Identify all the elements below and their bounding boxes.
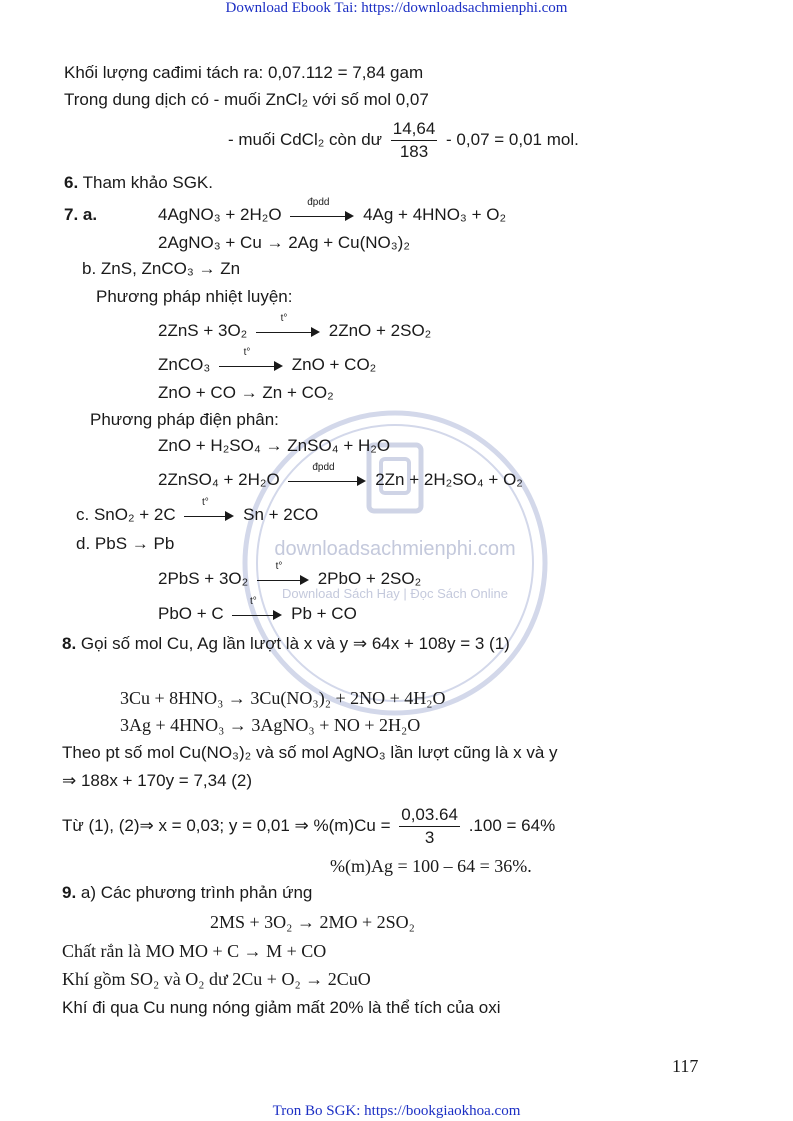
cu-percent-denominator: 3 bbox=[424, 828, 435, 847]
line-cdcl2 bbox=[228, 118, 579, 163]
electrolysis-arrow-icon: đpdd bbox=[288, 474, 366, 488]
question-7d: d. PbS → Pb bbox=[76, 534, 175, 553]
cdcl2-result: - 0,07 = 0,01 mol. bbox=[446, 129, 579, 149]
cdcl2-denominator: 183 bbox=[399, 142, 429, 161]
cdcl2-numerator: 14,64 bbox=[391, 118, 438, 141]
footer-sgk-link[interactable]: Tron Bo SGK: https://bookgiaokhoa.com bbox=[272, 1103, 521, 1119]
heat-arrow-icon: t° bbox=[184, 509, 234, 523]
eq-7b-5: 2ZnSO₄ + 2H₂O đpdd 2Zn + 2H₂SO₄ + O₂ bbox=[158, 461, 523, 489]
question-7b: b. ZnS, ZnCO₃ → Zn bbox=[82, 259, 241, 278]
heat-arrow-icon: t° bbox=[219, 359, 283, 373]
cdcl2-fraction bbox=[391, 118, 438, 163]
method-electrolysis: Phương pháp điện phân: bbox=[90, 410, 279, 429]
eq-8-ag: 3Ag + 4HNO₃ → 3AgNO₃ + NO + 2H₂O bbox=[120, 715, 421, 735]
eq-9-1: 2MS + 3O₂ → 2MO + 2SO₂ bbox=[210, 912, 415, 932]
electrolysis-arrow-icon: đpdd bbox=[290, 209, 354, 223]
eq-7d-1: 2PbS + 3O₂ t° 2PbO + 2SO₂ bbox=[158, 560, 422, 588]
question-6-number: 6. bbox=[64, 173, 79, 192]
line-9-gas: Khí gồm SO₂ và O₂ dư 2Cu + O₂ → 2CuO bbox=[62, 969, 371, 989]
eq-7b-3: ZnO + CO → Zn + CO₂ bbox=[158, 383, 334, 402]
heat-arrow-icon: t° bbox=[232, 608, 282, 622]
heat-arrow-icon: t° bbox=[256, 325, 320, 339]
eq-7b-2: ZnCO₃ t° ZnO + CO₂ bbox=[158, 346, 377, 374]
header-download-link[interactable]: Download Ebook Tai: https://downloadsachmienphi.com bbox=[225, 0, 568, 16]
question-6-text: Tham khảo SGK. bbox=[82, 173, 213, 192]
question-8-number: 8. bbox=[62, 634, 77, 653]
eq-7b-1: 2ZnS + 3O₂ t° 2ZnO + 2SO₂ bbox=[158, 312, 432, 340]
question-9-number: 9. bbox=[62, 883, 77, 902]
watermark-site: downloadsachmienphi.com bbox=[274, 538, 516, 560]
question-9 bbox=[62, 882, 312, 904]
eq-7d-2: PbO + C t° Pb + CO bbox=[158, 595, 357, 623]
question-6 bbox=[64, 172, 213, 194]
line-cadmium-mass: Khối lượng cađimi tách ra: 0,07.112 = 7,84 gam bbox=[64, 63, 424, 82]
line-9-solid: Chất rắn là MO MO + C → M + CO bbox=[62, 941, 327, 961]
line-zncl2: Trong dung dịch có - muối ZnCl₂ với số mol 0,07 bbox=[64, 90, 429, 109]
eq-7a-2: 2AgNO₃ + Cu → 2Ag + Cu(NO₃)₂ bbox=[158, 233, 410, 252]
eq-8-cu: 3Cu + 8HNO₃ → 3Cu(NO₃)₂ + 2NO + 4H₂O bbox=[120, 688, 446, 708]
cu-percent-fraction bbox=[399, 804, 460, 849]
eq-7b-4: ZnO + H₂SO₄ → ZnSO₄ + H₂O bbox=[158, 436, 391, 455]
question-7-number: 7. a. bbox=[64, 205, 98, 224]
heat-arrow-icon: t° bbox=[257, 573, 309, 587]
watermark-tagline: Download Sách Hay | Đọc Sách Online bbox=[282, 586, 508, 601]
method-pyrometallurgy: Phương pháp nhiệt luyện: bbox=[96, 287, 293, 306]
line-8-moles: Theo pt số mol Cu(NO₃)₂ và số mol AgNO₃ lần lượt cũng là x và y bbox=[62, 743, 558, 762]
question-9-text: a) Các phương trình phản ứng bbox=[80, 883, 313, 902]
question-8 bbox=[62, 633, 510, 655]
cu-percent-numerator: 0,03.64 bbox=[399, 804, 460, 827]
line-9-oxygen: Khí đi qua Cu nung nóng giảm mất 20% là thể tích của oxi bbox=[62, 998, 501, 1017]
cdcl2-text: - muối CdCl₂ còn dư bbox=[228, 129, 383, 149]
line-8-cu-percent: Từ (1), (2)⇒ x = 0,03; y = 0,01 ⇒ %(m)Cu = $\frac{0,03.64}{3}$ .100 = 64% bbox=[62, 805, 556, 847]
page-number: 117 bbox=[672, 1056, 699, 1076]
eq-7c: c. SnO₂ + 2C t° Sn + 2CO bbox=[76, 496, 319, 524]
line-8-ag-percent: %(m)Ag = 100 – 64 = 36%. bbox=[330, 856, 532, 876]
eq-7a-1: 4AgNO₃ + 2H₂O đpdd 4Ag + 4HNO₃ + O₂ bbox=[158, 196, 507, 224]
line-8-equation-2: ⇒ 188x + 170y = 7,34 (2) bbox=[62, 771, 253, 790]
question-8-text: Gọi số mol Cu, Ag lần lượt là x và y ⇒ 64x + 108y = 3 (1) bbox=[80, 634, 510, 653]
